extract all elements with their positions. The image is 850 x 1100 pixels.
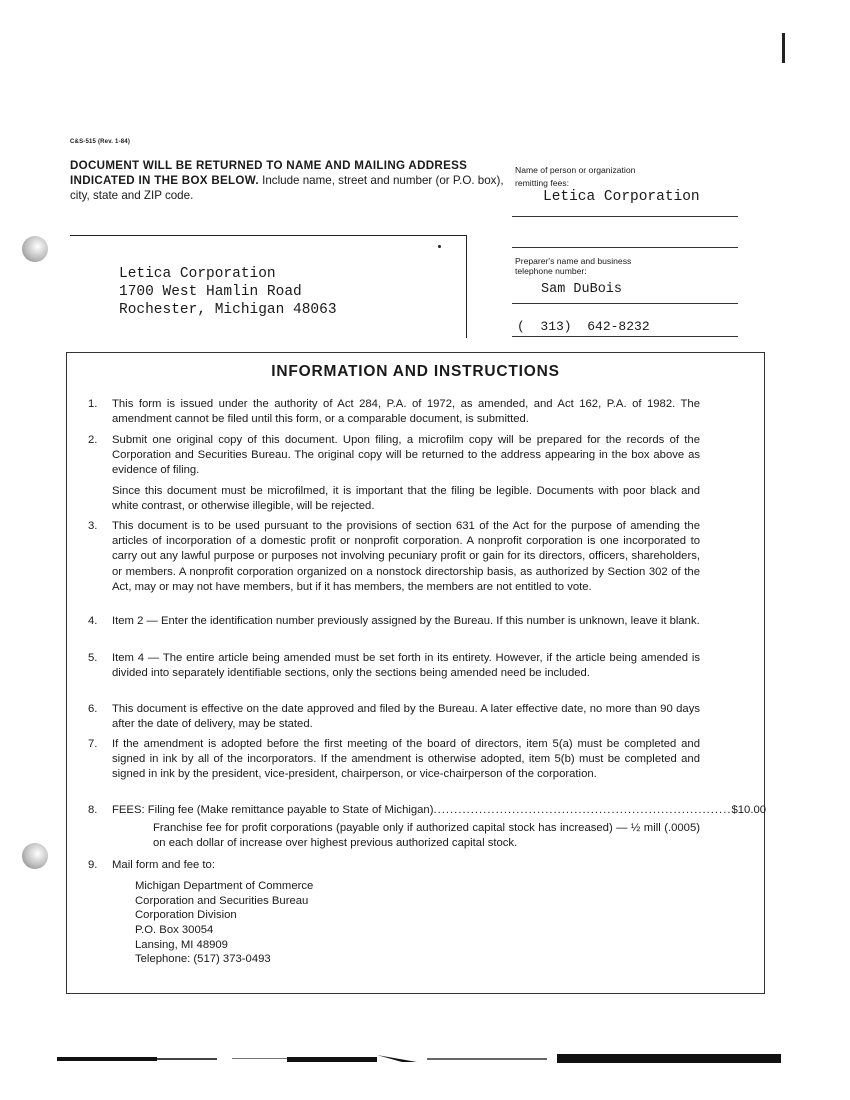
bar-segment [287, 1057, 377, 1062]
bureau-address-line: Corporation and Securities Bureau [135, 894, 309, 907]
bar-segment [427, 1058, 547, 1060]
item-number: 8. [88, 804, 98, 816]
preparer-label [515, 256, 631, 276]
item-number: 2. [88, 434, 98, 446]
item-text: If the amendment is adopted before the first meeting of the board of directors, item 5(a) must be completed and signed in ink by all of the incorporators. If the amendment is otherwise adopted, item 5(b) must be completed and signed in ink by the president, vice-president, chairperson, or vice-chairperson of the corporation. [112, 738, 700, 781]
instruction-item-8-fees [88, 803, 767, 852]
address-line-2: 1700 West Hamlin Road [119, 284, 302, 300]
bureau-address-line: P.O. Box 30054 [135, 923, 214, 936]
preparer-name-field[interactable]: Sam DuBois [541, 282, 623, 297]
instruction-item-4 [88, 614, 700, 629]
instruction-item-3 [88, 519, 700, 595]
remitter-label [515, 164, 635, 190]
remitter-label-line1: Name of person or organization [515, 165, 636, 175]
remitter-label-line2: remitting fees: [515, 178, 569, 188]
bureau-telephone-line: Telephone: (517) 373-0493 [135, 953, 271, 966]
bar-segment [232, 1058, 287, 1059]
bureau-address-line: Michigan Department of Commerce [135, 880, 314, 893]
return-address-notice [70, 158, 506, 203]
remitter-underline-2 [512, 247, 738, 248]
instructions-title: INFORMATION AND INSTRUCTIONS [271, 363, 560, 380]
item-number: 6. [88, 703, 98, 715]
item-text: Submit one original copy of this document. Upon filing, a microfilm copy will be prepared for the records of the Corporation and Securities Bureau. The original copy will be returned to the address appearing in the box above as evidence of filing. [112, 434, 700, 477]
remitter-name-field[interactable]: Letica Corporation [543, 189, 700, 205]
mailing-address-field[interactable] [119, 265, 337, 319]
item-text: This document is effective on the date approved and filed by the Bureau. A later effective date, no more than 90 days after the date of delivery, may be stated. [112, 703, 700, 731]
bureau-address-line: Corporation Division [135, 909, 237, 922]
address-line-3: Rochester, Michigan 48063 [119, 302, 337, 318]
instruction-item-2 [88, 433, 700, 514]
bar-segment [377, 1055, 417, 1062]
instruction-item-1 [88, 397, 700, 427]
instruction-item-9-mail [88, 858, 700, 967]
item-text: This document is to be used pursuant to the provisions of section 631 of the Act for the purpose of amending the articles of incorporation of a domestic profit or nonprofit corporation. A nonprofit corporation is one incorporated to carry out any lawful purpose or purposes not involving pecuniary profit or gain for its directors, officers, shareholders, or members. A nonprofit corporation organized on a nonstock directorship basis, as authorized by Section 302 of the Act, may or may not have members, but if it has members, the members are not entitled to vote. [112, 520, 700, 593]
item-number: 5. [88, 652, 98, 664]
item-text-continued: Since this document must be microfilmed, it is important that the filing be legible. Documents with poor black and white contrast, or otherwise illegible, will be rejected. [112, 484, 700, 512]
punch-hole-top [22, 236, 48, 262]
bar-segment [157, 1058, 217, 1060]
punch-hole-bottom [22, 843, 48, 869]
franchise-fee-text: Franchise fee for profit corporations (payable only if authorized capital stock has increased) — ½ mill (.0005) on each dollar of increase over highest previous authorized capital stock. [153, 822, 700, 850]
item-text: This form is issued under the authority of Act 284, P.A. of 1972, as amended, and Act 162, P.A. of 1982. The amendment cannot be filed until this form, or a comparable document, is submitted. [112, 398, 700, 426]
item-number: 7. [88, 738, 98, 750]
preparer-phone-underline [512, 336, 738, 337]
item-number: 3. [88, 520, 98, 532]
item-text: Item 4 — The entire article being amended must be set forth in its entirety. However, if the article being amended is divided into separately identifiable sections, only the sections being amended need be included. [112, 652, 700, 680]
item-number: 9. [88, 859, 98, 871]
remitter-underline [512, 216, 738, 217]
instruction-item-6 [88, 702, 700, 732]
item-number: 1. [88, 398, 98, 410]
address-line-1: Letica Corporation [119, 266, 276, 282]
item-number: 4. [88, 615, 98, 627]
mail-to-label: Mail form and fee to: [112, 859, 215, 871]
preparer-phone-field[interactable]: ( 313) 642-8232 [517, 319, 650, 334]
return-notice-bold: DOCUMENT WILL BE RETURNED TO NAME AND MAILING ADDRESS INDICATED IN THE BOX BELOW. [70, 159, 468, 187]
item-text: Item 2 — Enter the identification number previously assigned by the Bureau. If this number is unknown, leave it blank. [112, 615, 700, 627]
filing-fee-description: FEES: Filing fee (Make remittance payable to State of Michigan) [112, 804, 434, 816]
preparer-name-underline [512, 303, 738, 304]
instruction-item-7 [88, 737, 700, 783]
bar-segment [557, 1054, 781, 1063]
filing-fee-row [112, 803, 767, 818]
bar-segment [57, 1057, 157, 1061]
form-code: C&S-515 (Rev. 1-84) [70, 139, 131, 145]
speck-mark [438, 245, 441, 248]
bureau-address-block [135, 879, 700, 967]
instruction-item-5 [88, 651, 700, 681]
preparer-label-line2: telephone number: [515, 266, 587, 276]
filing-fee-amount: $10.00 [731, 804, 767, 816]
scan-edge-bar [57, 1052, 781, 1065]
leader-dots: ........................................................................ [433, 804, 732, 816]
return-notice-text: Include name, street and number (or P.O. box), city, state and ZIP code. [70, 174, 504, 202]
edge-mark [782, 33, 785, 63]
bureau-address-line: Lansing, MI 48909 [135, 938, 228, 951]
preparer-label-line1: Preparer's name and business [515, 256, 632, 266]
